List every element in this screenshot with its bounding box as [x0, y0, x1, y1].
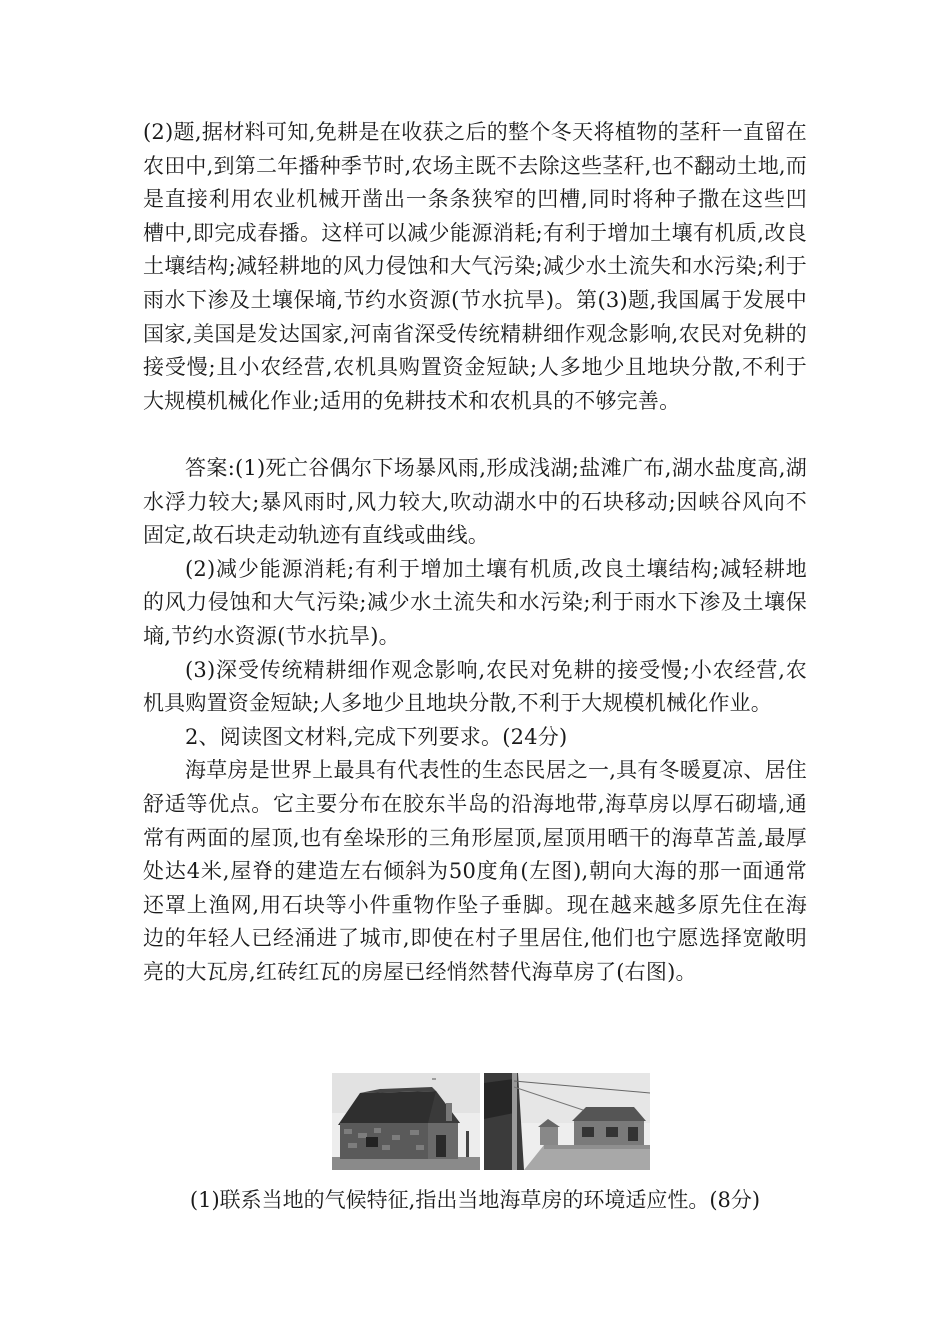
seaweed-house-drawing: [332, 1073, 480, 1170]
brick-house-photo: [484, 1073, 650, 1170]
answer-and-question-block: [143, 452, 807, 990]
explanation-paragraph: (2)题,据材料可知,免耕是在收获之后的整个冬天将植物的茎秆一直留在农田中,到第二年播种季节时,农场主既不去除这些茎秆,也不翻动土地,而是直接利用农业机械开凿出一条条狭窄的凹槽,同时将种子撒在这些凹槽中,即完成春播。这样可以减少能源消耗;有利于增加土壤有机质,改良土壤结构;减轻耕地的风力侵蚀和大气污染;减少水土流失和水污染;利于雨水下渗及土壤保墒,节约水资源(节水抗旱)。第(3)题,我国属于发展中国家,美国是发达国家,河南省深受传统精耕细作观念影响,农民对免耕的接受慢;且小农经营,农机具购置资金短缺;人多地少且地块分散,不利于大规模机械化作业;适用的免耕技术和农机具的不够完善。: [143, 120, 807, 413]
seaweed-house-photo: [332, 1073, 480, 1170]
answer-part-1: 答案:(1)死亡谷偶尔下场暴风雨,形成浅湖;盐滩广布,湖水盐度高,湖水浮力较大;暴风雨时,风力较大,吹动湖水中的石块移动;因峡谷风向不固定,故石块走动轨迹有直线或曲线。: [143, 456, 807, 548]
question-2-title: 2、阅读图文材料,完成下列要求。(24分): [185, 724, 568, 749]
answer-part-3: (3)深受传统精耕细作观念影响,农民对免耕的接受慢;小农经营,农机具购置资金短缺;人多地少且地块分散,不利于大规模机械化作业。: [143, 657, 807, 716]
question-2-material: 海草房是世界上最具有代表性的生态民居之一,具有冬暖夏凉、居住舒适等优点。它主要分布在胶东半岛的沿海地带,海草房以厚石砌墙,通常有两面的屋顶,也有垒垛形的三角形屋顶,屋顶用晒干的海草苫盖,最厚处达4米,屋脊的建造左右倾斜为50度角(左图),朝向大海的那一面通常还罩上渔网,用石块等小件重物作坠子垂脚。现在越来越多原先住在海边的年轻人已经涌进了城市,即使在村子里居住,他们也宁愿选择宽敞明亮的大瓦房,红砖红瓦的房屋已经悄然替代海草房了(右图)。: [143, 758, 807, 984]
explanation-block: [143, 116, 807, 418]
answer-part-2: (2)减少能源消耗;有利于增加土壤有机质,改良土壤结构;减轻耕地的风力侵蚀和大气污染;减少水土流失和水污染;利于雨水下渗及土壤保墒,节约水资源(节水抗旱)。: [143, 556, 807, 648]
sub-question-1: (1)联系当地的气候特征,指出当地海草房的环境适应性。(8分): [189, 1188, 761, 1212]
figure-pair: [332, 1073, 650, 1170]
brick-house-drawing: [484, 1073, 650, 1170]
